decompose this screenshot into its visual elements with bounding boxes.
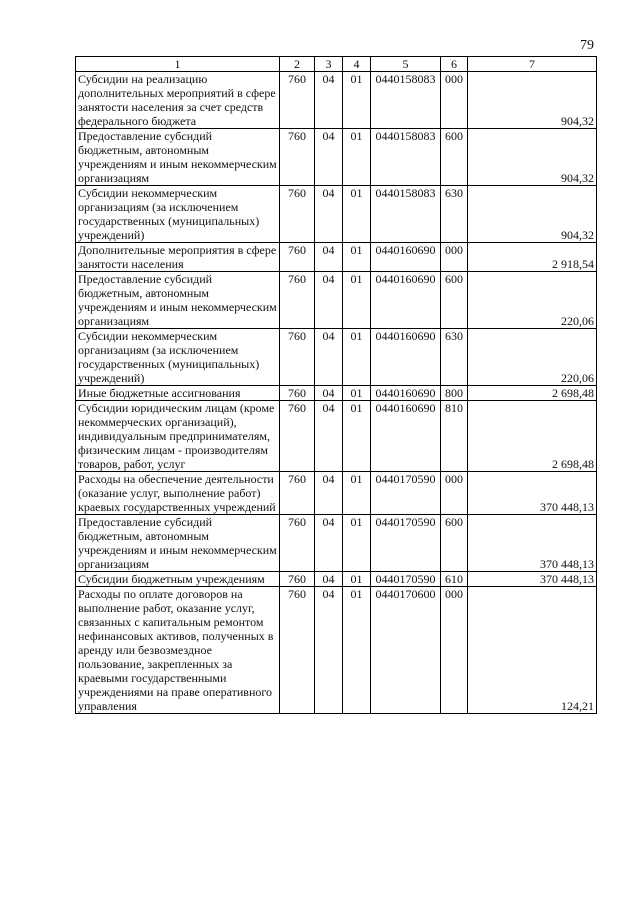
table-row: [76, 386, 597, 401]
row-code-6: 000: [441, 72, 468, 129]
row-code-2: 760: [280, 386, 315, 401]
row-code-3: 04: [315, 515, 343, 572]
row-amount: 904,32: [468, 186, 597, 243]
row-code-5: 0440170600: [371, 587, 441, 714]
row-code-4: 01: [343, 272, 371, 329]
row-code-3: 04: [315, 272, 343, 329]
row-name: Субсидии на реализацию дополнительных мероприятий в сфере занятости населения за счет средств федерального бюджета: [76, 72, 280, 129]
row-code-4: 01: [343, 329, 371, 386]
row-code-3: 04: [315, 572, 343, 587]
row-code-6: 600: [441, 515, 468, 572]
row-code-2: 760: [280, 72, 315, 129]
row-code-5: 0440160690: [371, 329, 441, 386]
row-code-3: 04: [315, 72, 343, 129]
row-code-3: 04: [315, 129, 343, 186]
row-code-2: 760: [280, 186, 315, 243]
column-header: 7: [468, 57, 597, 72]
table-row: [76, 587, 597, 714]
row-code-6: 600: [441, 129, 468, 186]
row-code-5: 0440170590: [371, 515, 441, 572]
row-code-6: 810: [441, 401, 468, 472]
row-code-3: 04: [315, 401, 343, 472]
row-amount: 370 448,13: [468, 515, 597, 572]
column-header: 3: [315, 57, 343, 72]
column-header: 6: [441, 57, 468, 72]
row-amount: 370 448,13: [468, 472, 597, 515]
row-name: Субсидии некоммерческим организациям (за исключением государственных (муниципальных) учреждений): [76, 329, 280, 386]
column-header: 5: [371, 57, 441, 72]
row-code-4: 01: [343, 243, 371, 272]
row-code-5: 0440158083: [371, 129, 441, 186]
row-amount: 370 448,13: [468, 572, 597, 587]
column-header: 1: [76, 57, 280, 72]
row-code-4: 01: [343, 572, 371, 587]
row-amount: 904,32: [468, 129, 597, 186]
row-code-5: 0440158083: [371, 72, 441, 129]
row-code-2: 760: [280, 329, 315, 386]
row-code-4: 01: [343, 587, 371, 714]
row-code-5: 0440158083: [371, 186, 441, 243]
table-row: [76, 272, 597, 329]
row-code-5: 0440160690: [371, 401, 441, 472]
row-code-6: 000: [441, 243, 468, 272]
row-code-5: 0440160690: [371, 272, 441, 329]
row-code-5: 0440170590: [371, 472, 441, 515]
table-row: [76, 401, 597, 472]
row-code-3: 04: [315, 243, 343, 272]
row-code-3: 04: [315, 472, 343, 515]
row-code-4: 01: [343, 386, 371, 401]
row-amount: 220,06: [468, 329, 597, 386]
row-code-5: 0440160690: [371, 386, 441, 401]
table-row: [76, 186, 597, 243]
row-amount: 2 698,48: [468, 386, 597, 401]
row-code-5: 0440170590: [371, 572, 441, 587]
row-name: Предоставление субсидий бюджетным, автономным учреждениям и иным некоммерческим организациям: [76, 515, 280, 572]
table-row: [76, 515, 597, 572]
row-code-4: 01: [343, 186, 371, 243]
row-code-3: 04: [315, 587, 343, 714]
budget-table: [75, 56, 597, 714]
table-header-row: [76, 57, 597, 72]
row-code-6: 000: [441, 587, 468, 714]
row-name: Дополнительные мероприятия в сфере занятости населения: [76, 243, 280, 272]
row-name: Субсидии бюджетным учреждениям: [76, 572, 280, 587]
row-code-2: 760: [280, 243, 315, 272]
row-code-4: 01: [343, 472, 371, 515]
table-row: [76, 243, 597, 272]
row-code-2: 760: [280, 272, 315, 329]
row-code-6: 000: [441, 472, 468, 515]
row-code-2: 760: [280, 587, 315, 714]
row-amount: 904,32: [468, 72, 597, 129]
row-name: Расходы на обеспечение деятельности (оказание услуг, выполнение работ) краевых государственных учреждений: [76, 472, 280, 515]
column-header: 2: [280, 57, 315, 72]
table-row: [76, 72, 597, 129]
row-code-4: 01: [343, 401, 371, 472]
row-code-6: 800: [441, 386, 468, 401]
row-code-2: 760: [280, 472, 315, 515]
table-row: [76, 572, 597, 587]
row-amount: 2 698,48: [468, 401, 597, 472]
row-name: Предоставление субсидий бюджетным, автономным учреждениям и иным некоммерческим организациям: [76, 129, 280, 186]
row-amount: 2 918,54: [468, 243, 597, 272]
column-header: 4: [343, 57, 371, 72]
table-row: [76, 129, 597, 186]
row-name: Предоставление субсидий бюджетным, автономным учреждениям и иным некоммерческим организациям: [76, 272, 280, 329]
table-row: [76, 329, 597, 386]
row-code-3: 04: [315, 386, 343, 401]
row-code-4: 01: [343, 72, 371, 129]
row-code-3: 04: [315, 329, 343, 386]
row-name: Субсидии некоммерческим организациям (за исключением государственных (муниципальных) учреждений): [76, 186, 280, 243]
row-code-5: 0440160690: [371, 243, 441, 272]
row-code-4: 01: [343, 515, 371, 572]
page-number: 79: [580, 38, 594, 53]
row-code-6: 600: [441, 272, 468, 329]
row-code-6: 630: [441, 329, 468, 386]
row-name: Субсидии юридическим лицам (кроме некоммерческих организаций), индивидуальным предпринимателям, физическим лицам - производителям товаров, работ, услуг: [76, 401, 280, 472]
row-code-2: 760: [280, 515, 315, 572]
row-amount: 124,21: [468, 587, 597, 714]
row-name: Иные бюджетные ассигнования: [76, 386, 280, 401]
row-amount: 220,06: [468, 272, 597, 329]
row-code-2: 760: [280, 572, 315, 587]
row-name: Расходы по оплате договоров на выполнение работ, оказание услуг, связанных с капитальным ремонтом нефинансовых активов, полученных в аренду или безвозмездное пользование, закрепленных за краевыми государственными учреждениями на праве оперативного управления: [76, 587, 280, 714]
row-code-6: 630: [441, 186, 468, 243]
table-row: [76, 472, 597, 515]
row-code-2: 760: [280, 401, 315, 472]
row-code-3: 04: [315, 186, 343, 243]
row-code-4: 01: [343, 129, 371, 186]
row-code-2: 760: [280, 129, 315, 186]
row-code-6: 610: [441, 572, 468, 587]
